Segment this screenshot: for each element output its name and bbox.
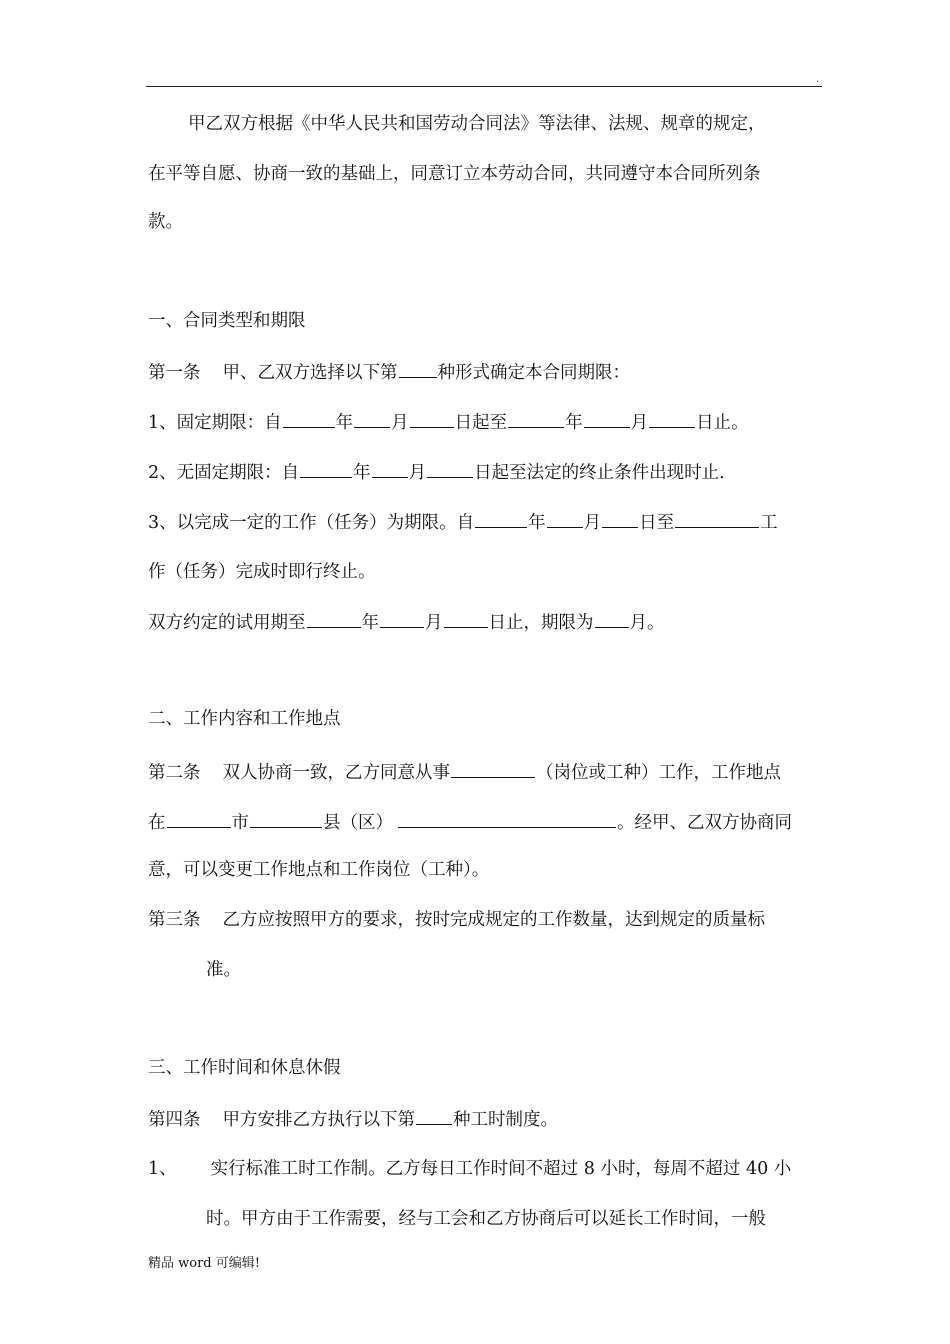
probation-end: 月。 [629, 613, 665, 633]
blank-day [410, 410, 454, 428]
blank-day [444, 610, 488, 628]
article-text: 甲、乙双方选择以下第 [222, 363, 398, 383]
year-label: 年 [361, 613, 379, 633]
article-3 [148, 908, 828, 932]
article-1 [148, 360, 828, 385]
month-label: 月 [391, 413, 409, 433]
blank-month [547, 510, 583, 528]
header-dot: . [816, 74, 820, 85]
option-text: 2、无固定期限：自 [148, 463, 300, 483]
year-label: 年 [565, 413, 583, 433]
article-text: 乙方应按照甲方的要求，按时完成规定的工作数量，达到规定的质量标 [222, 910, 765, 930]
header-rule [146, 86, 822, 87]
section-heading-2: 二、工作内容和工作地点 [148, 709, 341, 729]
blank-year [475, 510, 527, 528]
intro-line-3: 款。 [148, 212, 183, 232]
blank-period [595, 610, 629, 628]
blank-position [451, 760, 535, 778]
option-task-term-cont: 作（任务）完成时即行终止。 [148, 562, 376, 582]
option-text: 1、固定期限：自 [148, 413, 282, 433]
item-1 [148, 1157, 828, 1181]
article-text: （岗位或工种）工作，工作地点 [536, 763, 781, 783]
location-text: 在 [148, 813, 166, 833]
article-3-cont: 准。 [206, 960, 241, 980]
option-end: 日起至法定的终止条件出现时止. [474, 463, 725, 483]
section-heading-3: 三、工作时间和休息休假 [148, 1058, 341, 1078]
intro-line-2: 在平等自愿、协商一致的基础上，同意订立本劳动合同，共同遵守本合同所列条 [148, 164, 761, 184]
article-text: 种工时制度。 [453, 1110, 558, 1130]
article-text: 甲方安排乙方执行以下第 [222, 1110, 415, 1130]
blank-day [602, 510, 638, 528]
blank-field [399, 360, 437, 378]
blank-month [354, 410, 390, 428]
blank-county [250, 810, 322, 828]
blank-month [380, 610, 424, 628]
city-label: 市 [231, 813, 249, 833]
intro-line-1: 甲乙双方根据《中华人民共和国劳动合同法》等法律、法规、规章的规定， [188, 114, 766, 134]
blank-month [372, 460, 408, 478]
day-label: 日起至 [454, 413, 508, 433]
option-end: 工 [760, 513, 778, 533]
probation-text: 双方约定的试用期至 [148, 613, 306, 633]
blank-day [427, 460, 473, 478]
article-label: 第一条 [148, 363, 201, 383]
option-text: 3、以完成一定的工作（任务）为期限。自 [148, 513, 475, 533]
day-label: 日止，期限为 [488, 613, 594, 633]
option-end: 日止。 [696, 413, 749, 433]
year-label: 年 [528, 513, 546, 533]
option-fixed-term [148, 410, 828, 435]
month-label: 月 [630, 413, 649, 433]
blank-year [283, 410, 335, 428]
month-label: 月 [583, 513, 602, 533]
footer-note: 精品 word 可编辑! [148, 1256, 260, 1271]
article-text: 双人协商一致，乙方同意从事 [222, 763, 450, 783]
probation-line [148, 610, 828, 635]
blank-city [167, 810, 231, 828]
county-label: 县（区） [323, 813, 393, 833]
section-heading-1: 一、合同类型和期限 [148, 311, 306, 331]
blank-month [584, 410, 630, 428]
day-label: 日至 [639, 513, 675, 533]
blank-year [307, 610, 361, 628]
article-label: 第四条 [148, 1110, 201, 1130]
article-4 [148, 1107, 828, 1132]
month-label: 月 [425, 613, 443, 633]
article-2-location [148, 810, 828, 835]
month-label: 月 [408, 463, 427, 483]
item-number: 1、 [148, 1159, 177, 1179]
item-text: 实行标准工时工作制。乙方每日工作时间不超过 8 小时，每周不超过 40 小 [210, 1159, 792, 1179]
year-label: 年 [335, 413, 354, 433]
article-text: 种形式确定本合同期限： [437, 363, 630, 383]
blank-day [649, 410, 695, 428]
article-2-cont: 意，可以变更工作地点和工作岗位（工种）。 [148, 860, 490, 880]
blank-year [508, 410, 564, 428]
year-label: 年 [353, 463, 371, 483]
article-2 [148, 760, 828, 785]
option-open-term [148, 460, 828, 485]
blank-field [416, 1107, 452, 1125]
blank-address [398, 810, 616, 828]
article-label: 第三条 [148, 910, 201, 930]
article-label: 第二条 [148, 763, 201, 783]
item-1-cont: 时。甲方由于工作需要，经与工会和乙方协商后可以延长工作时间，一般 [206, 1209, 766, 1229]
blank-task [675, 510, 759, 528]
option-task-term [148, 510, 828, 535]
blank-year [300, 460, 352, 478]
location-end: 。经甲、乙双方协商同 [617, 813, 792, 833]
